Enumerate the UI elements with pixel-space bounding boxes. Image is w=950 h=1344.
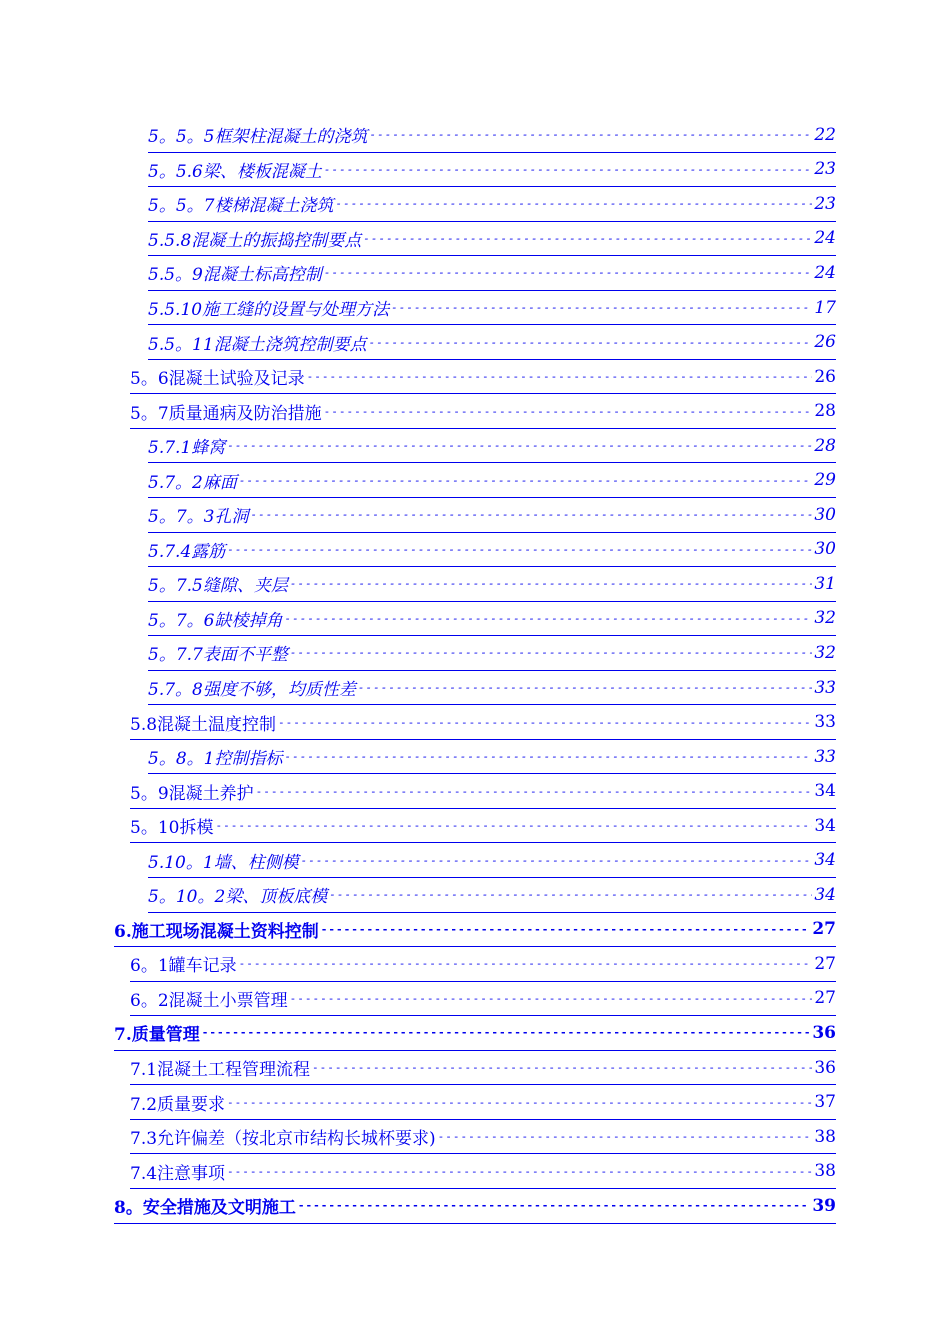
toc-entry[interactable] [148,843,836,878]
toc-entry[interactable] [148,671,836,706]
toc-entry[interactable] [130,394,836,429]
toc-entry-page-number: 32 [814,608,836,629]
toc-dot-leader [290,577,813,590]
toc-dot-leader [227,1096,812,1109]
toc-entry[interactable] [148,325,836,360]
toc-entry[interactable] [148,256,836,291]
toc-dot-leader [298,1199,810,1212]
toc-entry-label: 5。6混凝土试验及记录 [130,369,305,390]
toc-dot-leader [324,266,813,279]
table-of-contents [0,118,950,1224]
toc-entry-page-number: 38 [814,1126,836,1147]
toc-entry-label: 7.1混凝土工程管理流程 [130,1060,311,1081]
toc-entry-label: 5。7。6缺棱掉角 [148,610,283,631]
toc-entry[interactable] [114,1189,836,1224]
toc-entry[interactable] [130,774,836,809]
toc-entry[interactable] [114,1016,836,1051]
toc-dot-leader [239,957,813,970]
toc-entry-label: 5。5.6梁、楼板混凝土 [148,161,322,182]
toc-entry[interactable] [148,463,836,498]
toc-dot-leader [215,819,812,832]
toc-dot-leader [369,128,812,141]
toc-dot-leader [329,888,812,901]
toc-entry-label: 5.7.4露筋 [148,541,226,562]
toc-entry-label: 5.5.10施工缝的设置与处理方法 [148,300,390,320]
toc-entry-page-number: 33 [814,746,836,767]
toc-entry-page-number: 33 [814,677,836,698]
toc-dot-leader [324,405,813,418]
toc-entry-page-number: 29 [814,470,836,491]
toc-entry-label: 5.5。9混凝土标高控制 [148,265,322,286]
toc-entry-page-number: 34 [814,781,836,802]
toc-entry-page-number: 37 [814,1092,836,1113]
toc-entry-label: 6。1罐车记录 [130,956,237,977]
toc-entry[interactable] [148,222,836,257]
toc-dot-leader [438,1130,813,1143]
toc-dot-leader [369,336,813,349]
toc-entry-page-number: 27 [814,953,836,974]
toc-entry-label: 5。10。2梁、顶板底模 [148,887,328,908]
toc-dot-leader [278,716,812,729]
toc-entry[interactable] [130,982,836,1017]
toc-entry-page-number: 27 [812,919,836,940]
toc-entry-page-number: 38 [814,1161,836,1182]
toc-dot-leader [284,612,812,625]
toc-entry-label: 5.8混凝土温度控制 [130,714,277,735]
toc-entry[interactable] [130,360,836,395]
toc-entry-page-number: 34 [814,850,836,871]
toc-dot-leader [256,785,813,798]
toc-entry-page-number: 36 [812,1022,836,1043]
toc-entry-page-number: 30 [814,539,836,560]
toc-entry-label: 5。8。1控制指标 [148,749,283,770]
toc-entry[interactable] [148,153,836,188]
toc-entry-label: 7.2质量要求 [130,1094,226,1115]
toc-entry-label: 5。9混凝土养护 [130,783,254,804]
toc-entry[interactable] [148,291,836,326]
toc-entry-label: 8。安全措施及文明施工 [114,1198,296,1219]
toc-entry[interactable] [148,429,836,464]
toc-dot-leader [202,1026,811,1039]
toc-entry[interactable] [148,878,836,913]
toc-entry-label: 5.10。1墙、柱侧模 [148,852,299,873]
toc-dot-leader [324,163,813,176]
toc-entry-label: 5。5。7楼梯混凝土浇筑 [148,196,334,217]
toc-entry[interactable] [148,533,836,568]
toc-entry-label: 5。5。5框架柱混凝土的浇筑 [148,127,368,148]
toc-entry-page-number: 22 [814,124,836,145]
toc-entry[interactable] [130,1085,836,1120]
toc-dot-leader [227,439,812,452]
toc-entry[interactable] [130,1154,836,1189]
toc-dot-leader [290,992,813,1005]
toc-entry-page-number: 28 [814,401,836,422]
toc-entry[interactable] [130,809,836,844]
toc-entry-label: 5.5.8混凝土的振捣控制要点 [148,230,362,251]
toc-entry[interactable] [148,498,836,533]
toc-dot-leader [290,646,813,659]
toc-entry[interactable] [130,1120,836,1155]
toc-entry-label: 7.质量管理 [114,1025,200,1046]
toc-dot-leader [301,854,813,867]
toc-entry[interactable] [148,740,836,775]
toc-dot-leader [321,923,811,936]
toc-entry-label: 5。10拆模 [130,818,214,839]
toc-entry[interactable] [148,636,836,671]
toc-entry[interactable] [130,1051,836,1086]
toc-entry-label: 6。2混凝土小票管理 [130,990,288,1011]
toc-entry[interactable] [148,602,836,637]
toc-dot-leader [227,543,812,556]
toc-dot-leader [363,232,812,245]
toc-entry-label: 5。7.7表面不平整 [148,645,288,666]
toc-entry-label: 5.5。11混凝土浇筑控制要点 [148,334,367,355]
toc-entry-label: 5。7。3孔洞 [148,507,249,528]
toc-entry-label: 5.7。2麻面 [148,472,237,493]
toc-entry-page-number: 31 [814,573,836,594]
toc-entry-page-number: 30 [814,504,836,525]
toc-entry-label: 5.7.1蜂窝 [148,438,226,459]
toc-entry-page-number: 27 [814,988,836,1009]
toc-entry-page-number: 33 [814,712,836,733]
toc-entry-page-number: 36 [814,1057,836,1078]
toc-entry-label: 6.施工现场混凝土资料控制 [114,921,319,942]
toc-entry-page-number: 34 [814,884,836,905]
toc-entry-page-number: 24 [814,228,836,249]
toc-entry-page-number: 17 [814,297,836,318]
toc-dot-leader [391,301,812,314]
toc-entry-page-number: 26 [814,332,836,353]
toc-entry-label: 7.3允许偏差（按北京市结构长城杯要求) [130,1129,436,1150]
toc-entry-page-number: 32 [814,642,836,663]
toc-dot-leader [250,508,812,521]
toc-entry-label: 5。7质量通病及防治措施 [130,403,322,424]
toc-entry-page-number: 24 [814,262,836,283]
toc-entry-label: 7.4注意事项 [130,1163,226,1184]
toc-entry-page-number: 28 [814,435,836,456]
toc-entry[interactable] [148,187,836,222]
toc-entry[interactable] [114,913,836,948]
toc-entry-label: 5。7.5缝隙、夹层 [148,576,288,597]
toc-entry[interactable] [130,705,836,740]
toc-entry-page-number: 26 [814,366,836,387]
toc-dot-leader [335,197,812,210]
toc-entry-label: 5.7。8强度不够，均质性差 [148,680,356,701]
toc-dot-leader [307,370,813,383]
toc-dot-leader [227,1165,812,1178]
toc-entry[interactable] [130,947,836,982]
toc-entry[interactable] [148,118,836,153]
toc-dot-leader [358,681,813,694]
toc-dot-leader [312,1061,812,1074]
toc-entry-page-number: 39 [812,1195,836,1216]
toc-entry[interactable] [148,567,836,602]
toc-entry-page-number: 23 [814,193,836,214]
toc-entry-page-number: 34 [814,815,836,836]
toc-dot-leader [284,750,812,763]
toc-entry-page-number: 23 [814,159,836,180]
toc-dot-leader [239,474,813,487]
